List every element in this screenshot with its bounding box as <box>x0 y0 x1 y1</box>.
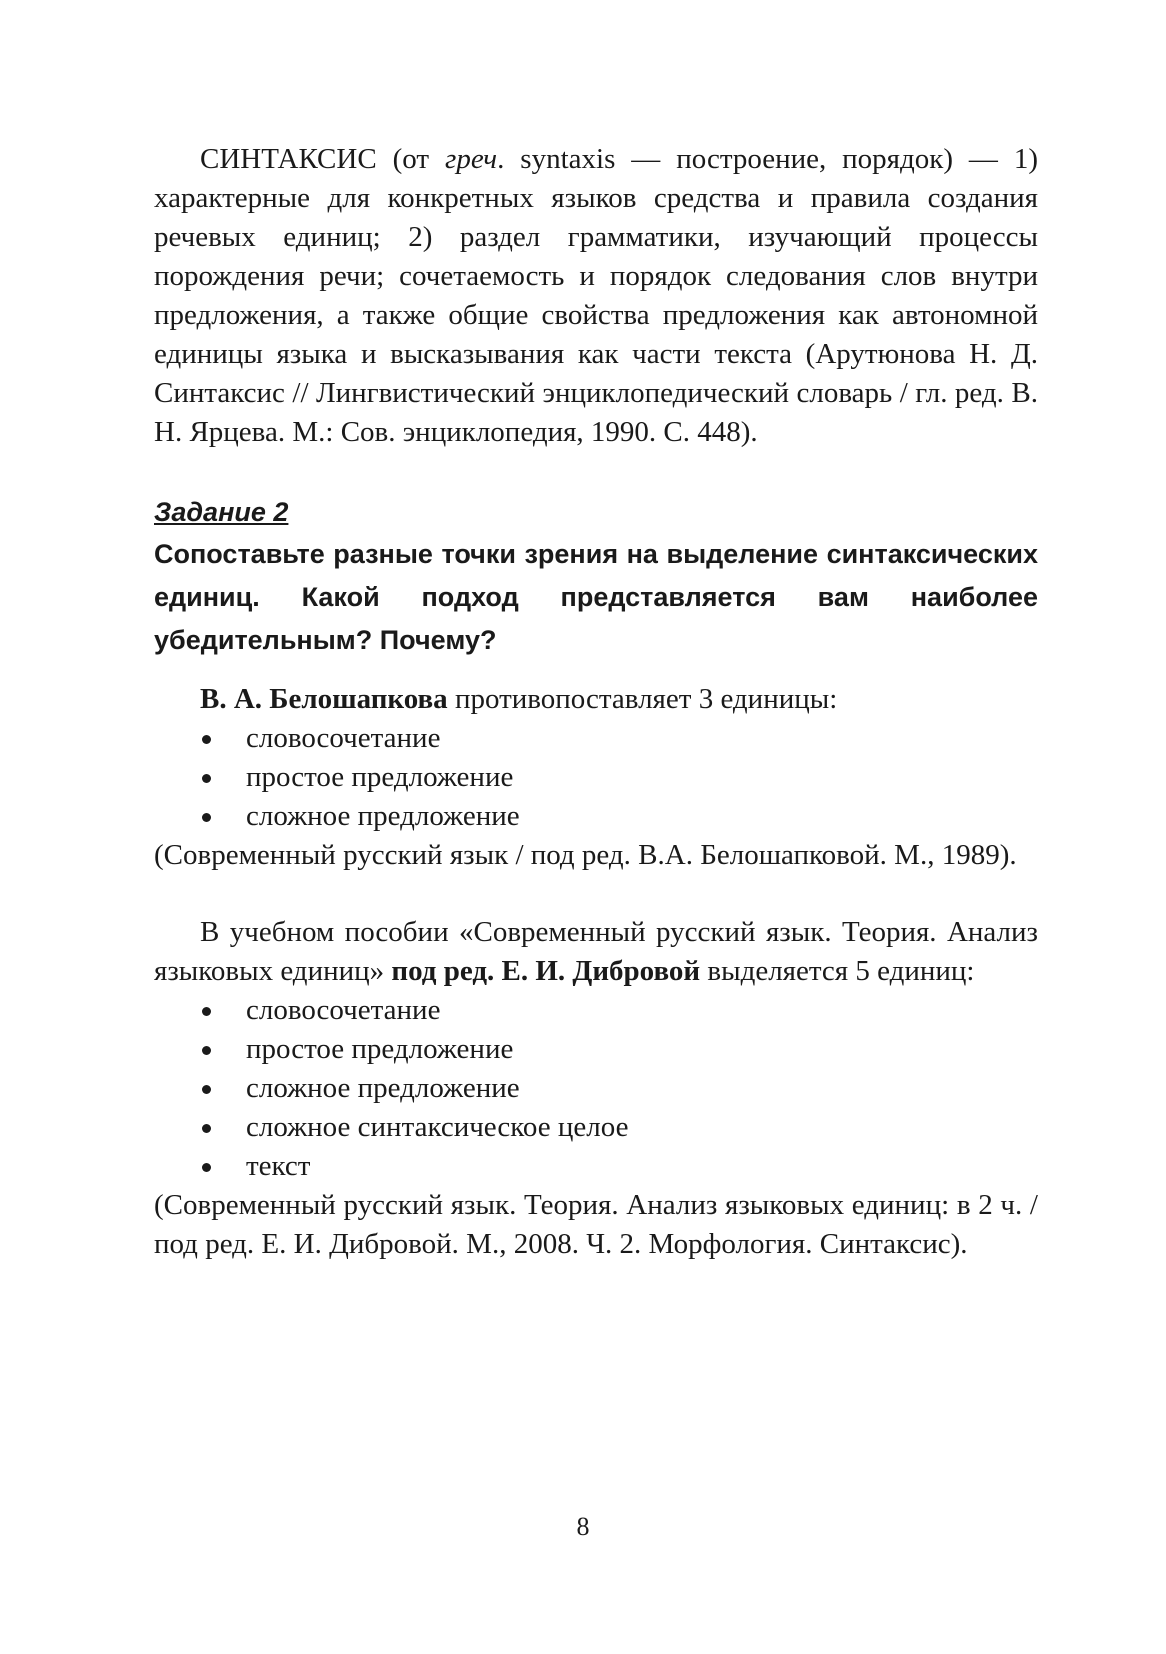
list-item: сложное синтаксическое целое <box>154 1108 1038 1147</box>
list-item: словосочетание <box>154 991 1038 1030</box>
section2-intro: В учебном пособии «Современный русский язык. Теория. Анализ языковых единиц» под ред. Е. И. Дибровой выделяется 5 единиц: <box>154 916 1038 987</box>
bullet-icon <box>202 1163 211 1172</box>
section2-editor: под ред. Е. И. Дибровой <box>391 955 701 987</box>
task-question: Сопоставьте разные точки зрения на выделение синтаксических единиц. Какой подход представляется вам наиболее убедительным? Почему? <box>154 539 1038 655</box>
list-item: сложное предложение <box>154 1069 1038 1108</box>
section-beloshapkova <box>154 680 1038 875</box>
list-item: простое предложение <box>154 1030 1038 1069</box>
list-item: текст <box>154 1147 1038 1186</box>
list-item: словосочетание <box>154 719 1038 758</box>
bullet-icon <box>202 1124 211 1133</box>
list-item: простое предложение <box>154 758 1038 797</box>
page-content <box>154 140 1038 1264</box>
bullet-icon <box>202 735 211 744</box>
section1-intro: В. А. Белошапкова противопоставляет 3 единицы: <box>200 683 838 715</box>
bullet-icon <box>202 1046 211 1055</box>
bullet-icon <box>202 774 211 783</box>
bullet-icon <box>202 813 211 822</box>
page-number: 8 <box>576 1512 590 1541</box>
task-title: Задание 2 <box>154 497 289 527</box>
section-dibrova <box>154 913 1038 1264</box>
section1-author: В. А. Белошапкова <box>200 683 448 715</box>
bullet-icon <box>202 1085 211 1094</box>
section1-source: (Современный русский язык / под ред. В.А. Белошапковой. М., 1989). <box>154 839 1017 871</box>
definition-term: СИНТАКСИС <box>200 143 377 175</box>
definition-paragraph: СИНТАКСИС (от греч. syntaxis — построение, порядок) — 1) характерные для конкретных языков средства и правила создания речевых единиц; 2) раздел грамматики, изучающий процессы порождения речи; сочетаемость и порядок следования слов внутри предложения, а также общие свойства предложения как автономной единицы языка и высказывания как части текста (Арутюнова Н. Д. Синтаксис // Лингвистический энциклопедический словарь / гл. ред. В. Н. Ярцева. М.: Сов. энциклопедия, 1990. С. 448). <box>154 143 1038 448</box>
section2-list <box>154 991 1038 1186</box>
section2-source: (Современный русский язык. Теория. Анализ языковых единиц: в 2 ч. / под ред. Е. И. Дибровой. М., 2008. Ч. 2. Морфология. Синтаксис). <box>154 1189 1038 1260</box>
section1-list <box>154 719 1038 836</box>
definition-italic: греч <box>445 143 498 175</box>
list-item: сложное предложение <box>154 797 1038 836</box>
bullet-icon <box>202 1007 211 1016</box>
